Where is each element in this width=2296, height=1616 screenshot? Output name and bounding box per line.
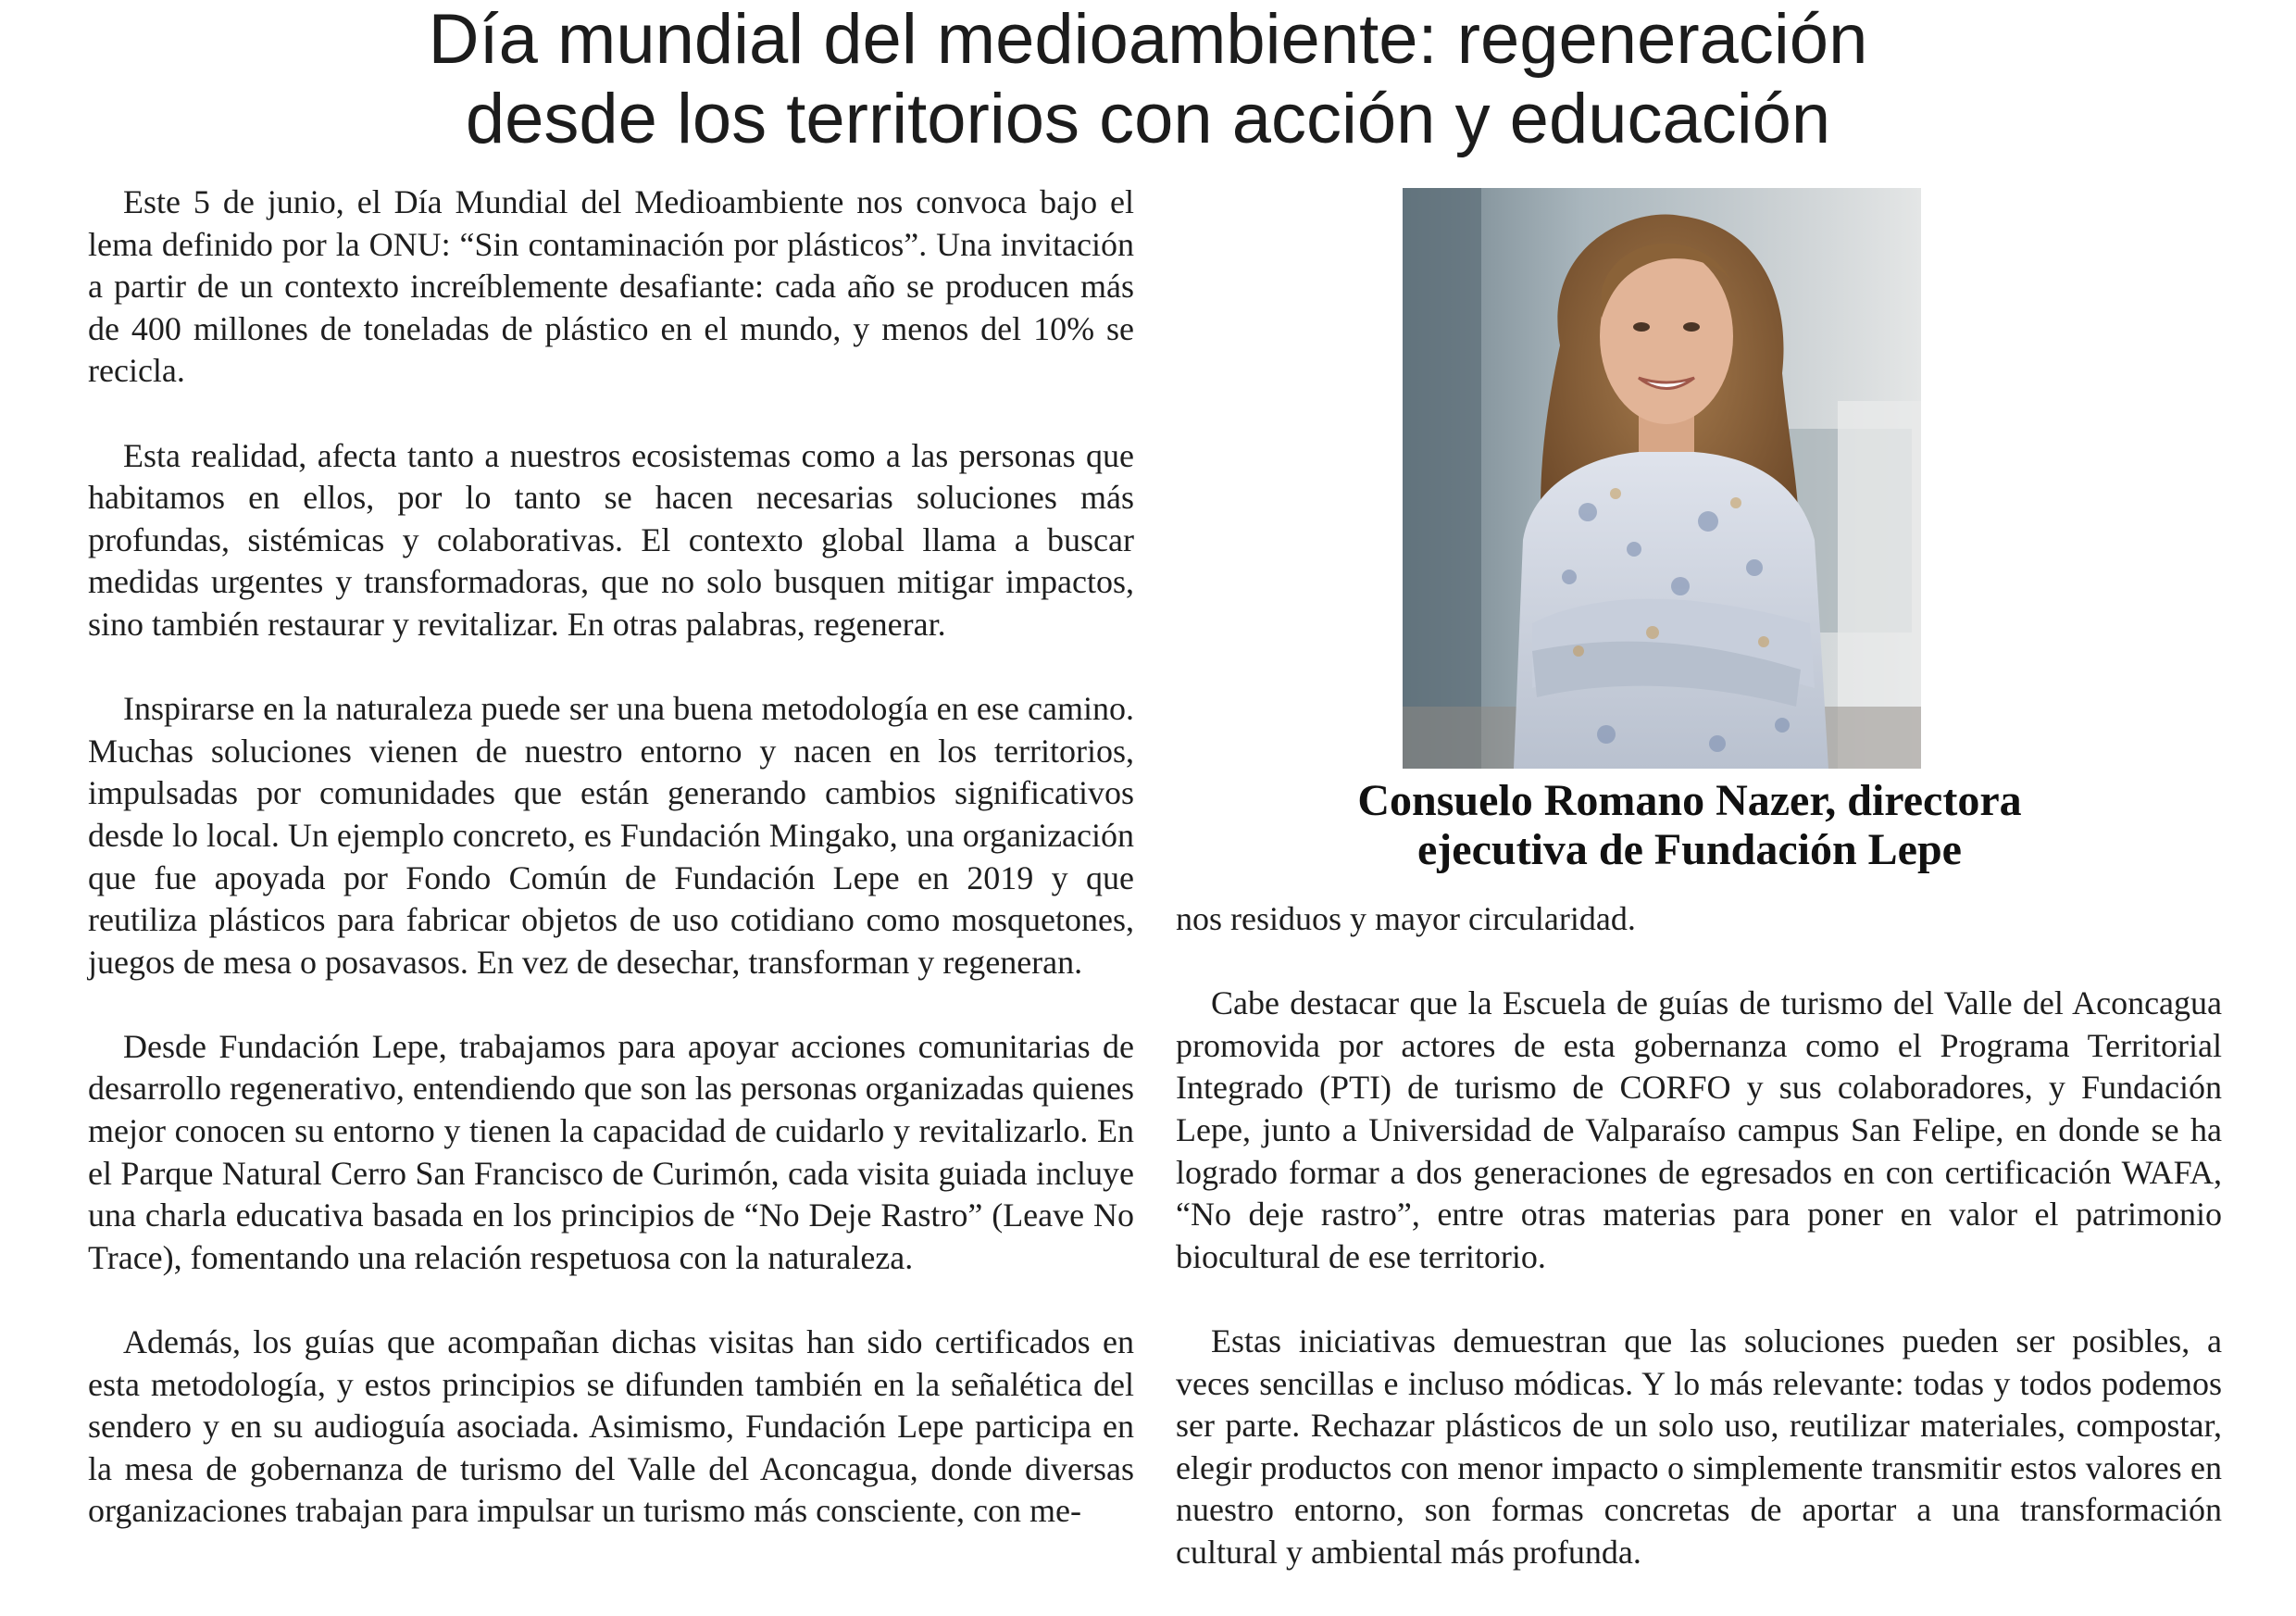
right-column [1176,898,2222,1616]
portrait-photo [1403,188,1921,769]
paragraph: Esta realidad, afecta tanto a nuestros ecosistemas como a las personas que habitamos en ellos, por lo tanto se hacen necesarias soluciones más profundas, sistémicas y colaborativas. El contexto global llama a buscar medidas urgentes y transformadoras, que no solo busquen mitigar impactos, sino también restaurar y revitalizar. En otras palabras, regenerar. [88,436,1134,643]
headline-line-1: Día mundial del medioambiente: regeneración [428,0,1868,79]
headline [0,0,2296,159]
paragraph: Inspirarse en la naturaleza puede ser una buena metodología en ese camino. Muchas soluciones vienen de nuestro entorno y nacen en los territorios, impulsadas por comunidades que están generando cambios significativos desde lo local. Un ejemplo concreto, es Fundación Mingako, una organización que fue apoyada por Fondo Común de Fundación Lepe en 2019 y que reutiliza plásticos para fabricar objetos de uso cotidiano como mosquetones, juegos de mesa o posavasos. En vez de desechar, transforman y regeneran. [88,690,1135,981]
caption-line-2: ejecutiva de Fundación Lepe [1417,825,1962,874]
left-column [88,182,1134,1575]
paragraph: Desde Fundación Lepe, trabajamos para apoyar acciones comunitarias de desarrollo regenerativo, entendiendo que son las personas organizadas quienes mejor conocen su entorno y tienen la capacidad de cuidarlo y revitalizarlo. En el Parque Natural Cerro San Francisco de Curimón, cada visita guiada incluye una charla educativa basada en los principios de “No Deje Rastro” (Leave No Trace), fomentando una relación respetuosa con la naturaleza. [88,1027,1134,1276]
caption-line-1: Consuelo Romano Nazer, directora [1357,776,2022,825]
paragraph: Cabe destacar que la Escuela de guías de turismo del Valle del Aconcagua promovida por actores de esta gobernanza como el Programa Territorial Integrado (PTI) de turismo de CORFO y sus colaboradores, y Fundación Lepe, junto a Universidad de Valparaíso campus San Felipe, en donde se ha logrado formar a dos generaciones de egresados en con certificación WAFA, “No deje rastro”, entre otras materias para poner en valor el patrimonio biocultural de ese territorio. [1176,984,2222,1275]
photo-caption [1194,776,2185,874]
headline-line-2: desde los territorios con acción y educación [465,80,1831,158]
paragraph-continuation: nos residuos y mayor circularidad. [1176,900,1636,937]
paragraph: Además, los guías que acompañan dichas visitas han sido certificados en esta metodología, y estos principios se difunden también en la señalética del sendero y en su audioguía asociada. Asimismo, Fundación Lepe participa en la mesa de gobernanza de turismo del Valle del Aconcagua, donde diversas organizaciones trabajan para impulsar un turismo más consciente, con me- [88,1323,1134,1530]
paragraph: Este 5 de junio, el Día Mundial del Medioambiente nos convoca bajo el lema definido por la ONU: “Sin contaminación por plásticos”. Una invitación a partir de un contexto increíblemente desafiante: cada año se producen más de 400 millones de toneladas de plástico en el mundo, y menos del 10% se recicla. [88,183,1134,390]
paragraph: Estas iniciativas demuestran que las soluciones pueden ser posibles, a veces sencillas e incluso módicas. Y lo más relevante: todas y todos podemos ser parte. Rechazar plásticos de un solo uso, reutilizar materiales, compostar, elegir productos con menor impacto o simplemente transmitir estos valores en nuestro entorno, son formas concretas de aportar a una transformación cultural y ambiental más profunda. [1176,1322,2222,1571]
